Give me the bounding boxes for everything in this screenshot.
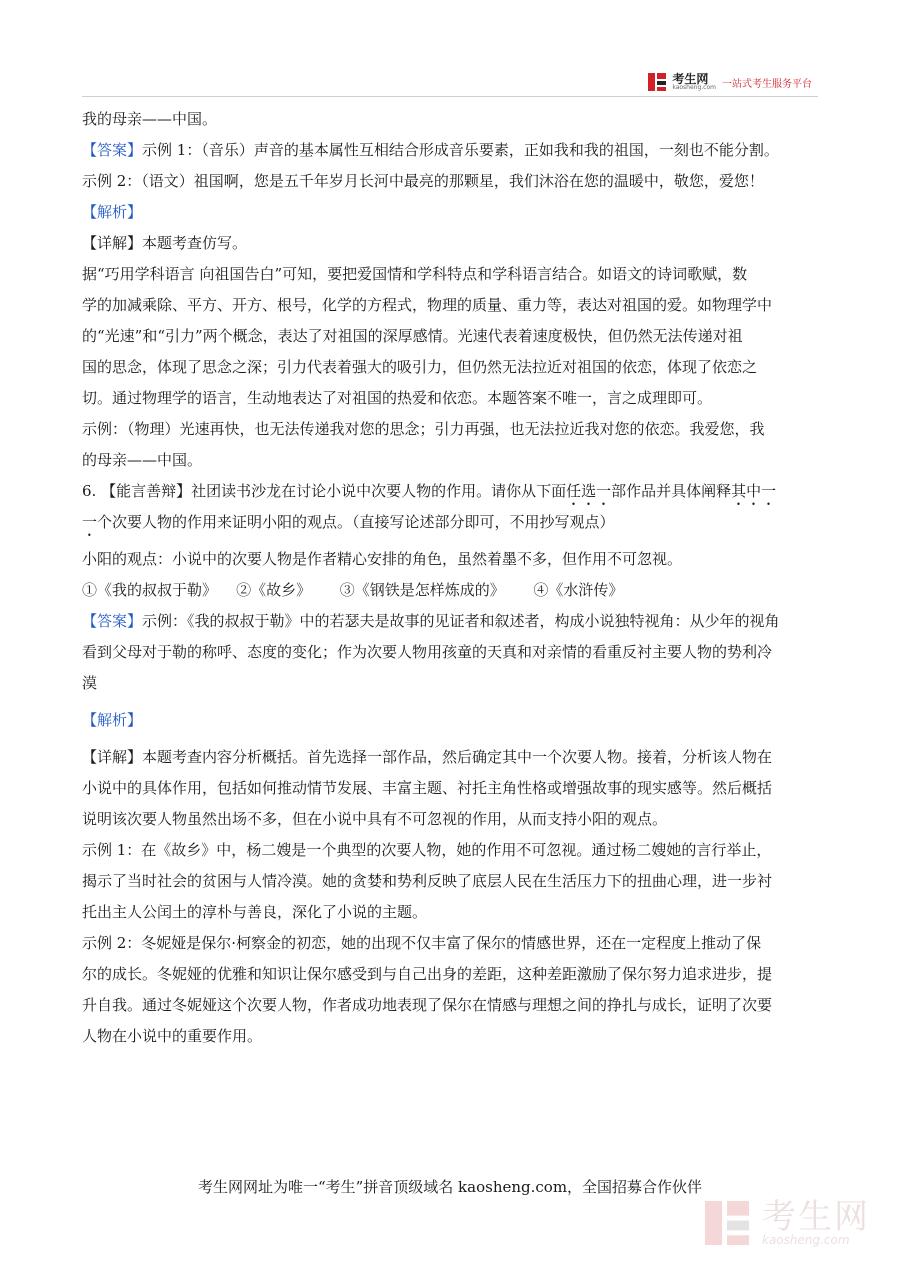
question-number: 6. — [82, 482, 102, 500]
text-line: 据“巧用学科语言 向祖国告白”可知，要把爱国情和学科特点和学科语言结合。如语文的诗词歌赋，数 — [82, 265, 748, 283]
text-line: 小说中的具体作用，包括如何推动情节发展、丰富主题、衬托主角性格或增强故事的现实感等。然后概括 — [82, 779, 773, 797]
option-1: ①《我的叔叔于勒》 — [82, 581, 218, 599]
detail-line — [82, 742, 818, 773]
answer-label: 【答案】 — [82, 612, 143, 630]
header-divider — [82, 96, 818, 97]
page-footer: 考生网网址为唯一“考生”拼音顶级域名 kaosheng.com，全国招募合作伙伴 — [197, 1178, 703, 1196]
watermark-logo-icon — [700, 1196, 754, 1250]
text-line: 示例 1：在《故乡》中，杨二嫂是一个典型的次要人物，她的作用不可忽视。通过杨二嫂她的言行举止， — [82, 841, 772, 859]
text-line: 托出主人公闰土的淳朴与善良，深化了小说的主题。 — [82, 903, 428, 921]
logo-icon — [646, 71, 668, 93]
emphasis-text: 一 — [82, 513, 98, 531]
text-line: 的“光速”和“引力”两个概念，表达了对祖国的深厚感情。光速代表着速度极快，但仍然无法传递对祖 — [82, 327, 743, 345]
text-line: 我的母亲——中国。 — [82, 110, 218, 128]
text-line: 示例 1：（音乐）声音的基本属性互相结合形成音乐要素，正如我和我的祖国，一刻也不能分割。 — [142, 141, 779, 159]
logo-domain: kaosheng.com — [672, 84, 716, 91]
emphasis-text: 其中一 — [731, 482, 777, 500]
option-2: ②《故乡》 — [236, 581, 312, 599]
detail-label: 【详解】 — [82, 748, 143, 766]
document-body — [82, 104, 818, 1052]
text-line: 揭示了当时社会的贫困与人情冷漠。她的贪婪和势利反映了底层人民在生活压力下的扭曲心理，进一步衬 — [82, 872, 773, 890]
text-line: 小阳的观点：小说中的次要人物是作者精心安排的角色，虽然着墨不多，但作用不可忽视。 — [82, 550, 683, 568]
header-logo — [646, 70, 812, 94]
logo-name: 考生网 — [672, 72, 709, 86]
question-tag: 【能言善辩】 — [101, 482, 192, 500]
text-line: 看到父母对于勒的称呼、态度的变化；作为次要人物用孩童的天真和对亲情的看重反衬主要人物的势利冷 — [82, 643, 773, 661]
text-span: 部作品并具体阐释 — [611, 482, 732, 500]
text-line: 说明该次要人物虽然出场不多，但在小说中具有不可忽视的作用，从而支持小阳的观点。 — [82, 810, 668, 828]
question-6-line-2 — [82, 507, 818, 538]
text-line: 人物在小说中的重要作用。 — [82, 1027, 263, 1045]
text-line: 尔的成长。冬妮娅的优雅和知识让保尔感受到与自己出身的差距，这种差距激励了保尔努力追求进步，提 — [82, 965, 773, 983]
option-3: ③《钢铁是怎样炼成的》 — [339, 581, 505, 599]
text-line: 本题考查内容分析概括。首先选择一部作品，然后确定其中一个次要人物。接着，分析该人物在 — [142, 748, 773, 766]
text-span: 个次要人物的作用来证明小阳的观点。（直接写论述部分即可，不用抄写观点） — [97, 513, 615, 531]
analysis-label: 【解析】 — [82, 203, 143, 221]
answer-line — [82, 606, 818, 637]
text-line: 示例 2：冬妮娅是保尔·柯察金的初恋，她的出现不仅丰富了保尔的情感世界，还在一定程度上推动了保 — [82, 934, 762, 952]
logo-slogan: 一站式考生服务平台 — [722, 78, 812, 90]
text-line: 国的思念，体现了思念之深；引力代表着强大的吸引力，但仍然无法拉近对祖国的依恋，体现了依恋之 — [82, 358, 758, 376]
text-line: 升自我。通过冬妮娅这个次要人物，作者成功地表现了保尔在情感与理想之间的挣扎与成长，证明了次要 — [82, 996, 773, 1014]
watermark-name: 考生网 — [762, 1197, 870, 1237]
answer-label: 【答案】 — [82, 141, 143, 159]
answer-line — [82, 135, 818, 166]
text-line: 【详解】本题考查仿写。 — [82, 234, 248, 252]
text-line: 漠 — [82, 674, 98, 692]
analysis-label: 【解析】 — [82, 711, 143, 729]
option-4: ④《水浒传》 — [533, 581, 624, 599]
watermark-domain: kaosheng.com — [762, 1233, 850, 1247]
text-line: 学的加减乘除、平方、开方、根号，化学的方程式，物理的质量、重力等，表达对祖国的爱。如物理学中 — [82, 296, 773, 314]
text-line: 的母亲——中国。 — [82, 451, 203, 469]
watermark — [700, 1196, 870, 1250]
emphasis-text: 任选一 — [566, 482, 612, 500]
text-line: 示例：《我的叔叔于勒》中的若瑟夫是故事的见证者和叙述者，构成小说独特视角：从少年的视角 — [142, 612, 780, 630]
question-6-line — [82, 476, 818, 507]
text-line: 示例：（物理）光速再快，也无法传递我对您的思念；引力再强，也无法拉近我对您的依恋。我爱您，我 — [82, 420, 765, 438]
text-line: 示例 2：（语文）祖国啊，您是五千年岁月长河中最亮的那颗星，我们沐浴在您的温暖中，敬您，爱您！ — [82, 172, 764, 190]
text-line: 切。通过物理学的语言，生动地表达了对祖国的热爱和依恋。本题答案不唯一，言之成理即可。 — [82, 389, 713, 407]
text-span: 社团读书沙龙在讨论小说中次要人物的作用。请你从下面 — [191, 482, 567, 500]
options-line — [82, 575, 818, 606]
